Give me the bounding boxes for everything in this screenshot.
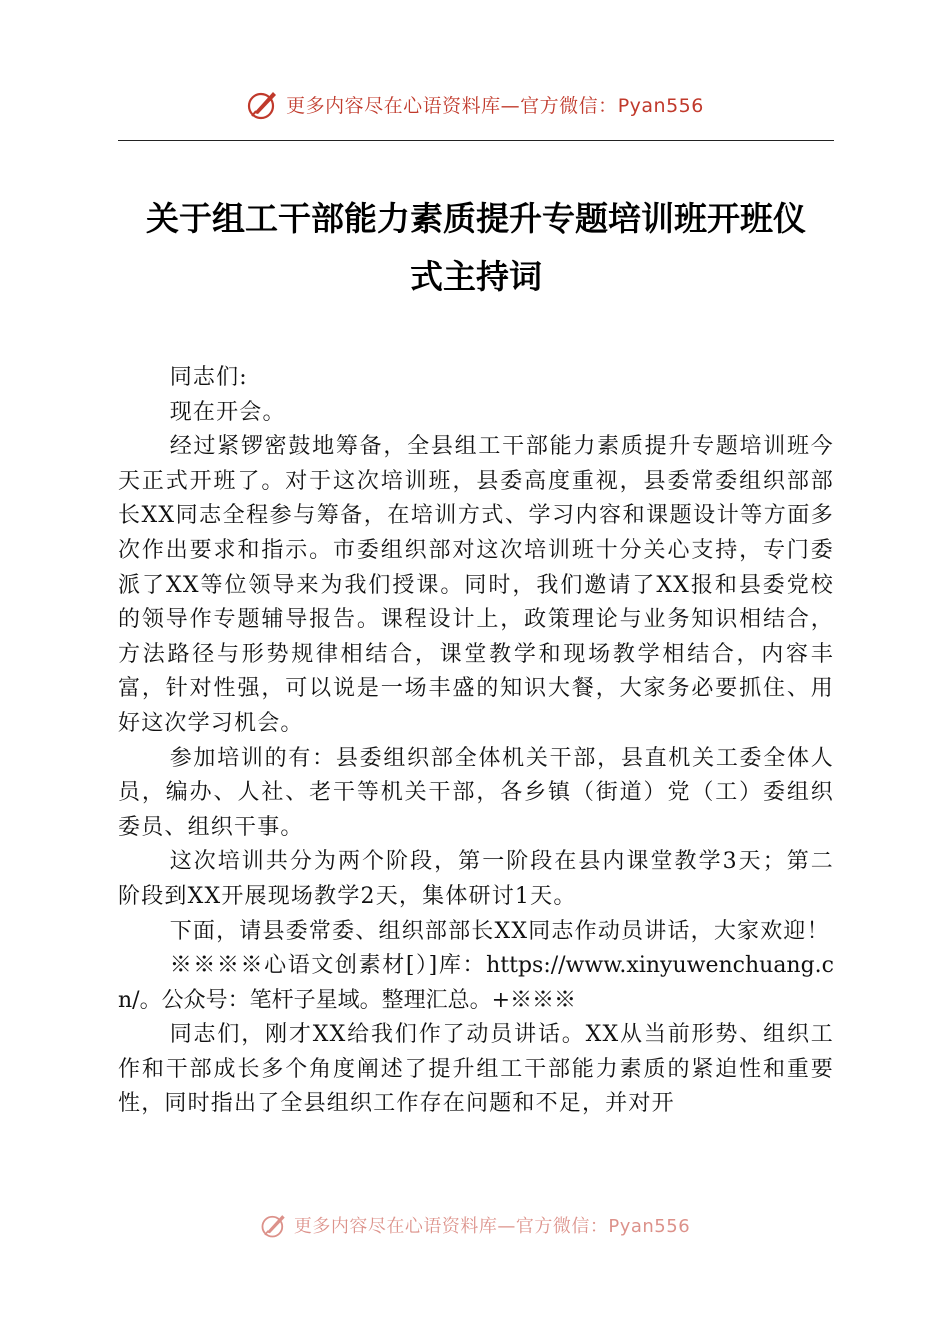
paragraph-source-note: ※※※※心语文创素材[）]库：https://www.xinyuwenchuang.cn/。公众号：笔杆子星域。整理汇总。+※※※: [118, 953, 834, 1013]
header-brand: 更多内容尽在心语资料库: [286, 94, 501, 117]
header-separator: —: [500, 94, 521, 117]
quill-logo-icon: [246, 87, 280, 121]
paragraph-salutation: 同志们:: [169, 365, 248, 390]
header-divider: [118, 140, 834, 141]
paragraph-introduction: 经过紧锣密鼓地筹备，全县组工干部能力素质提升专题培训班今天正式开班了。对于这次培训班，县委高度重视，县委常委组织部部长XX同志全程参与筹备，在培训方式、学习内容和课题设计等方面多次作出要求和指示。市委组织部对这次培训班十分关心支持，专门委派了XX等位领导来为我们授课。同时，我们邀请了XX报和县委党校的领导作专题辅导报告。课程设计上，政策理论与业务知识相结合，方法路径与形势规律相结合，课堂教学和现场教学相结合，内容丰富，针对性强，可以说是一场丰盛的知识大餐，大家务必要抓住、用好这次学习机会。: [118, 434, 834, 736]
paragraph-invitation: 下面，请县委常委、组织部部长XX同志作动员讲话，大家欢迎！: [169, 918, 830, 944]
footer-wechat-label: 官方微信：: [515, 1216, 609, 1237]
footer-separator: —: [497, 1216, 516, 1237]
document-body: [118, 361, 834, 1122]
page-footer: [0, 1206, 950, 1244]
paragraph-participants: 参加培训的有：县委组织部全体机关干部，县直机关工委全体人员，编办、人社、老干等机关干部，各乡镇（街道）党（工）委组织委员、组织干事。: [118, 745, 834, 840]
header-text: [286, 91, 704, 118]
paragraph-opening: 现在开会。: [169, 399, 286, 425]
paragraph-schedule: 这次培训共分为两个阶段，第一阶段在县内课堂教学3天；第二阶段到XX开展现场教学2天，集体研讨1天。: [118, 849, 834, 909]
page-header: [0, 82, 950, 126]
header-wechat-label: 官方微信：: [520, 94, 618, 117]
footer-quill-logo-icon: [260, 1211, 288, 1239]
title-line-2: 式主持词: [410, 257, 542, 296]
footer-brand: 更多内容尽在心语资料库: [293, 1216, 498, 1237]
footer-text: [294, 1212, 690, 1238]
paragraph-summary: 同志们，刚才XX给我们作了动员讲话。XX从当前形势、组织工作和干部成长多个角度阐述了提升组工干部能力素质的紧迫性和重要性，同时指出了全县组织工作存在问题和不足，并对开: [118, 1022, 834, 1117]
header-wechat-id: Pyan556: [617, 94, 704, 117]
document-title: [118, 190, 834, 306]
footer-wechat-id: Pyan556: [608, 1216, 691, 1237]
title-line-1: 关于组工干部能力素质提升专题培训班开班仪: [146, 199, 806, 238]
